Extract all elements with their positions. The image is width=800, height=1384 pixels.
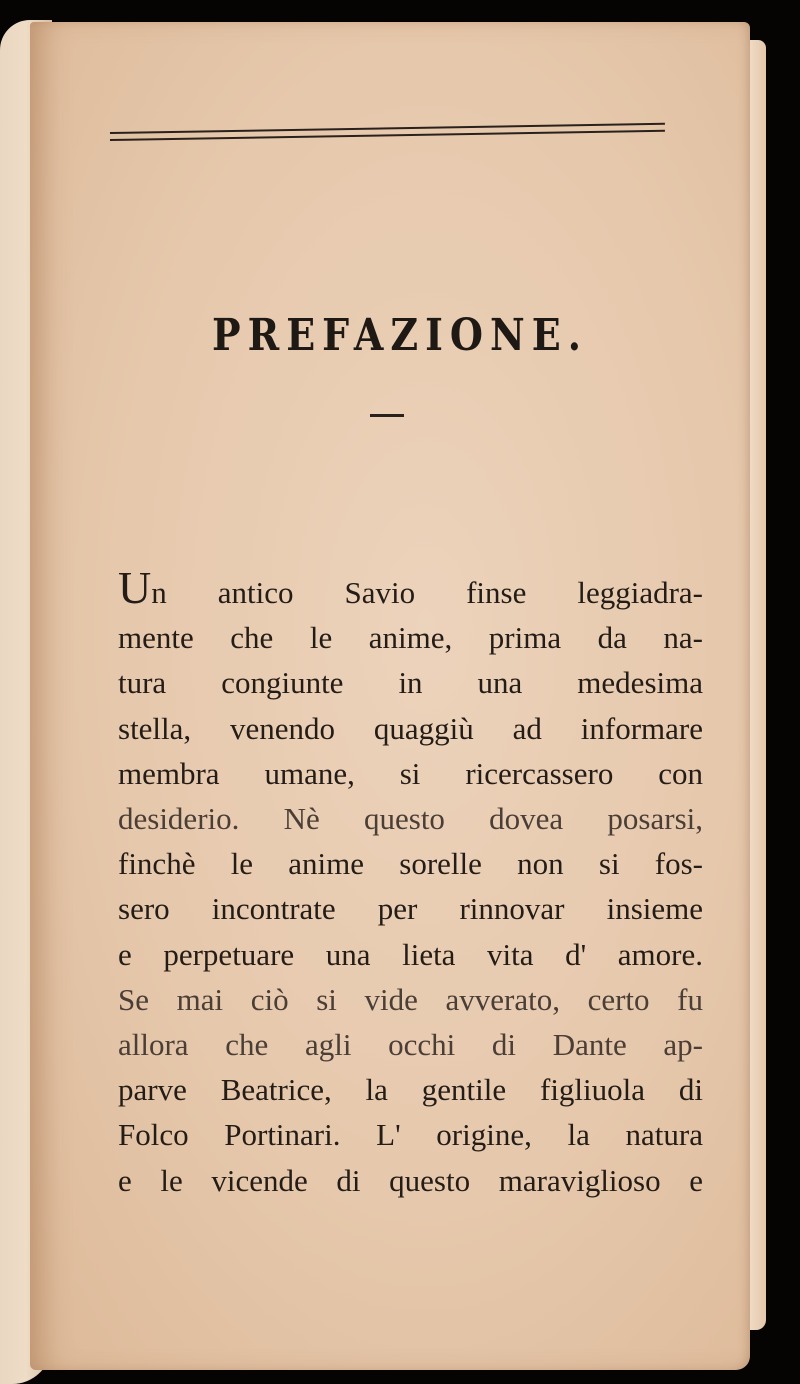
text-line-4: stella, venendo quaggiù ad informare [118, 710, 703, 746]
text-line-14: e le vicende di questo maraviglioso e [118, 1162, 703, 1198]
text-line-9: e perpetuare una lieta vita d' amore. [118, 936, 703, 972]
text-line-6: desiderio. Nè questo dovea posarsi, [118, 801, 703, 837]
text-line-2: mente che le anime, prima da na- [118, 620, 703, 656]
page-title: PREFAZIONE. [212, 308, 588, 361]
book-page [30, 22, 750, 1370]
text-line-1: Un antico Savio finse leggiadra- [118, 562, 703, 613]
text-line-10: Se mai ciò si vide avverato, certo fu [118, 981, 703, 1017]
text-line-13: Folco Portinari. L' origine, la natura [118, 1117, 703, 1153]
drop-cap: U [118, 562, 152, 613]
preface-paragraph [118, 562, 703, 1203]
text-line-12: parve Beatrice, la gentile figliuola di [118, 1072, 703, 1108]
text-line-7: finchè le anime sorelle non si fos- [118, 846, 703, 882]
text-line-11: allora che agli occhi di Dante ap- [118, 1027, 703, 1063]
text-line-5: membra umane, si ricercassero con [118, 755, 703, 791]
text-line-3: tura congiunte in una medesima [118, 665, 703, 701]
title-separator [370, 414, 404, 417]
text-line-8: sero incontrate per rinnovar insieme [118, 891, 703, 927]
